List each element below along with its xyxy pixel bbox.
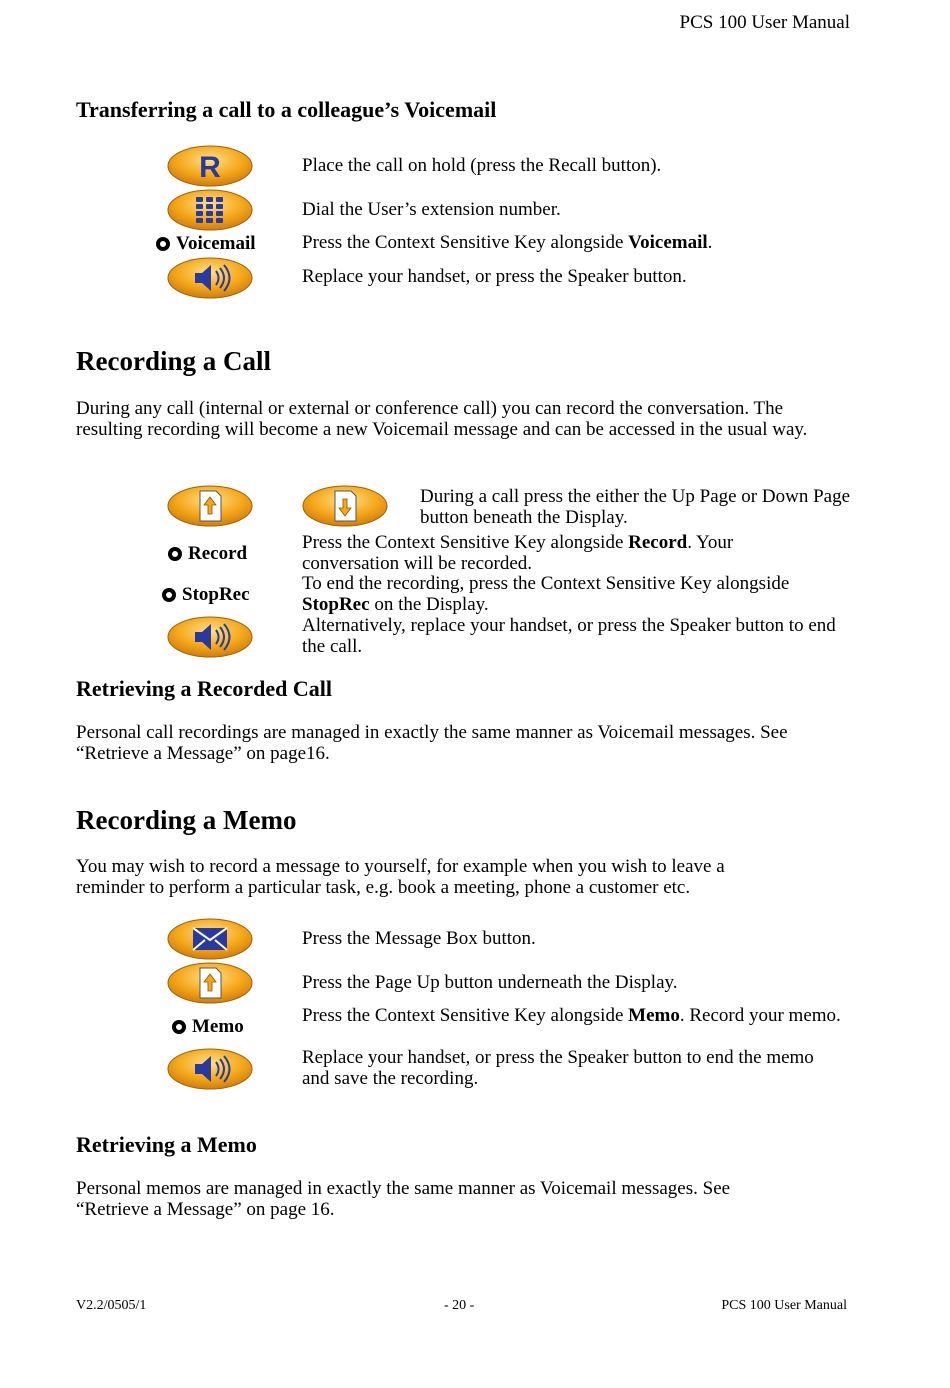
transfer-step-3: Press the Context Sensitive Key alongside Voicemail.	[302, 232, 713, 253]
recording-step-2: Press the Context Sensitive Key alongside Record. Your conversation will be recorded.	[302, 532, 734, 574]
transfer-step-4: Replace your handset, or press the Speaker button.	[302, 266, 687, 287]
footer-page-number: - 20 -	[444, 1298, 475, 1313]
context-key-icon	[168, 547, 182, 561]
running-header: PCS 100 User Manual	[679, 12, 850, 33]
context-key-memo: Memo	[172, 1016, 244, 1038]
context-key-stoprec: StopRec	[162, 584, 250, 606]
transfer-heading: Transferring a call to a colleague’s Voicemail	[76, 97, 497, 122]
recording-step-4: Alternatively, replace your handset, or press the Speaker button to end the call.	[302, 615, 836, 657]
svg-text:R: R	[199, 151, 221, 184]
recording-step-3: To end the recording, press the Context Sensitive Key alongside StopRec on the Display.	[302, 573, 790, 615]
speaker-icon	[167, 616, 253, 658]
message-box-icon	[167, 918, 253, 960]
recording-memo-heading: Recording a Memo	[76, 805, 297, 835]
keypad-icon	[167, 189, 253, 231]
recording-call-heading: Recording a Call	[76, 346, 271, 376]
context-key-icon	[172, 1020, 186, 1034]
transfer-step-2: Dial the User’s extension number.	[302, 199, 561, 220]
retrieving-memo-text: Personal memos are managed in exactly the same manner as Voicemail messages. See “Retrieve a Message” on page 16.	[76, 1178, 731, 1220]
retrieving-call-heading: Retrieving a Recorded Call	[76, 676, 332, 701]
footer-version: V2.2/0505/1	[76, 1298, 147, 1313]
memo-step-2: Press the Page Up button underneath the Display.	[302, 972, 678, 993]
speaker-icon	[167, 1048, 253, 1090]
recall-button-icon	[167, 145, 253, 187]
recording-step-1: During a call press the either the Up Page or Down Page button beneath the Display.	[420, 486, 851, 528]
recording-call-intro: During any call (internal or external or conference call) you can record the conversation. The resulting recording will become a new Voicemail message and can be accessed in the usual way.	[76, 398, 808, 440]
transfer-step-1: Place the call on hold (press the Recall button).	[302, 155, 662, 176]
page-up-icon	[167, 485, 253, 527]
retrieving-memo-heading: Retrieving a Memo	[76, 1132, 257, 1157]
memo-step-1: Press the Message Box button.	[302, 928, 536, 949]
memo-step-3: Press the Context Sensitive Key alongside Memo. Record your memo.	[302, 1005, 841, 1026]
speaker-icon	[167, 257, 253, 299]
context-key-voicemail: Voicemail	[156, 233, 256, 255]
retrieving-call-text: Personal call recordings are managed in exactly the same manner as Voicemail messages. See “Retrieve a Message” on page16.	[76, 722, 788, 764]
footer-title: PCS 100 User Manual	[721, 1298, 847, 1313]
memo-step-4: Replace your handset, or press the Speaker button to end the memo and save the recording.	[302, 1047, 814, 1089]
recording-memo-intro: You may wish to record a message to yourself, for example when you wish to leave a reminder to perform a particular task, e.g. book a meeting, phone a customer etc.	[76, 856, 725, 898]
page-down-icon	[302, 485, 388, 527]
context-key-icon	[162, 588, 176, 602]
context-key-record: Record	[168, 543, 247, 565]
context-key-icon	[156, 237, 170, 251]
page-up-icon	[167, 962, 253, 1004]
